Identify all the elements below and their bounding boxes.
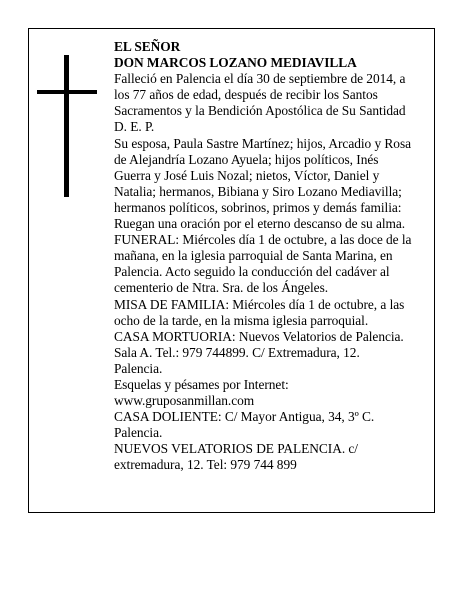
text-line: D. E. P. bbox=[114, 119, 155, 135]
text-line: Sacramentos y la Bendición Apostólica de Su Santidad bbox=[114, 103, 406, 119]
text-line: Natalia; hermanos, Bibiana y Siro Lozano Mediavilla; bbox=[114, 183, 402, 199]
notice-title-line-1: EL SEÑOR bbox=[114, 39, 181, 54]
text-line: Ruegan una oración por el eterno descanso de su alma. bbox=[114, 216, 406, 232]
text-line: CASA DOLIENTE: C/ Mayor Antigua, 34, 3º C. bbox=[114, 409, 375, 425]
text-line: Falleció en Palencia el día 30 de septiembre de 2014, a bbox=[114, 71, 406, 87]
text-line: ocho de la tarde, en la misma iglesia parroquial. bbox=[114, 312, 369, 328]
cross-horizontal-bar bbox=[37, 90, 97, 94]
text-line: de Alejandría Lozano Ayuela; hijos políticos, Inés bbox=[114, 151, 379, 167]
text-line: mañana, en la iglesia parroquial de Santa Marina, en bbox=[114, 248, 393, 264]
text-line: Guerra y José Luis Nozal; nietos, Víctor, Daniel y bbox=[114, 167, 380, 183]
text-line: MISA DE FAMILIA: Miércoles día 1 de octubre, a las bbox=[114, 296, 405, 312]
text-line: Esquelas y pésames por Internet: bbox=[114, 376, 289, 392]
text-line: cementerio de Ntra. Sra. de los Ángeles. bbox=[114, 280, 329, 296]
notice-title-line-2: DON MARCOS LOZANO MEDIAVILLA bbox=[114, 55, 357, 71]
text-line: hermanos políticos, sobrinos, primos y demás familia: bbox=[114, 199, 402, 215]
text-line: los 77 años de edad, después de recibir los Santos bbox=[114, 87, 378, 103]
obituary-text bbox=[114, 39, 426, 474]
text-line: Palencia. Acto seguido la conducción del cadáver al bbox=[114, 264, 390, 280]
text-line: CASA MORTUORIA: Nuevos Velatorios de Palencia. bbox=[114, 328, 404, 344]
website-link[interactable]: www.gruposanmillan.com bbox=[114, 393, 255, 409]
text-line: Palencia. bbox=[114, 360, 163, 376]
cross-vertical-bar bbox=[64, 55, 69, 197]
text-line: Palencia. bbox=[114, 425, 163, 441]
latin-cross-icon bbox=[37, 55, 97, 197]
text-line: NUEVOS VELATORIOS DE PALENCIA. c/ bbox=[114, 441, 358, 457]
text-line: Su esposa, Paula Sastre Martínez; hijos, Arcadio y Rosa bbox=[114, 135, 412, 151]
text-line: Sala A. Tel.: 979 744899. C/ Extremadura, 12. bbox=[114, 344, 360, 360]
text-line: FUNERAL: Miércoles día 1 de octubre, a las doce de la bbox=[114, 232, 412, 248]
text-line: extremadura, 12. Tel: 979 744 899 bbox=[114, 457, 297, 473]
